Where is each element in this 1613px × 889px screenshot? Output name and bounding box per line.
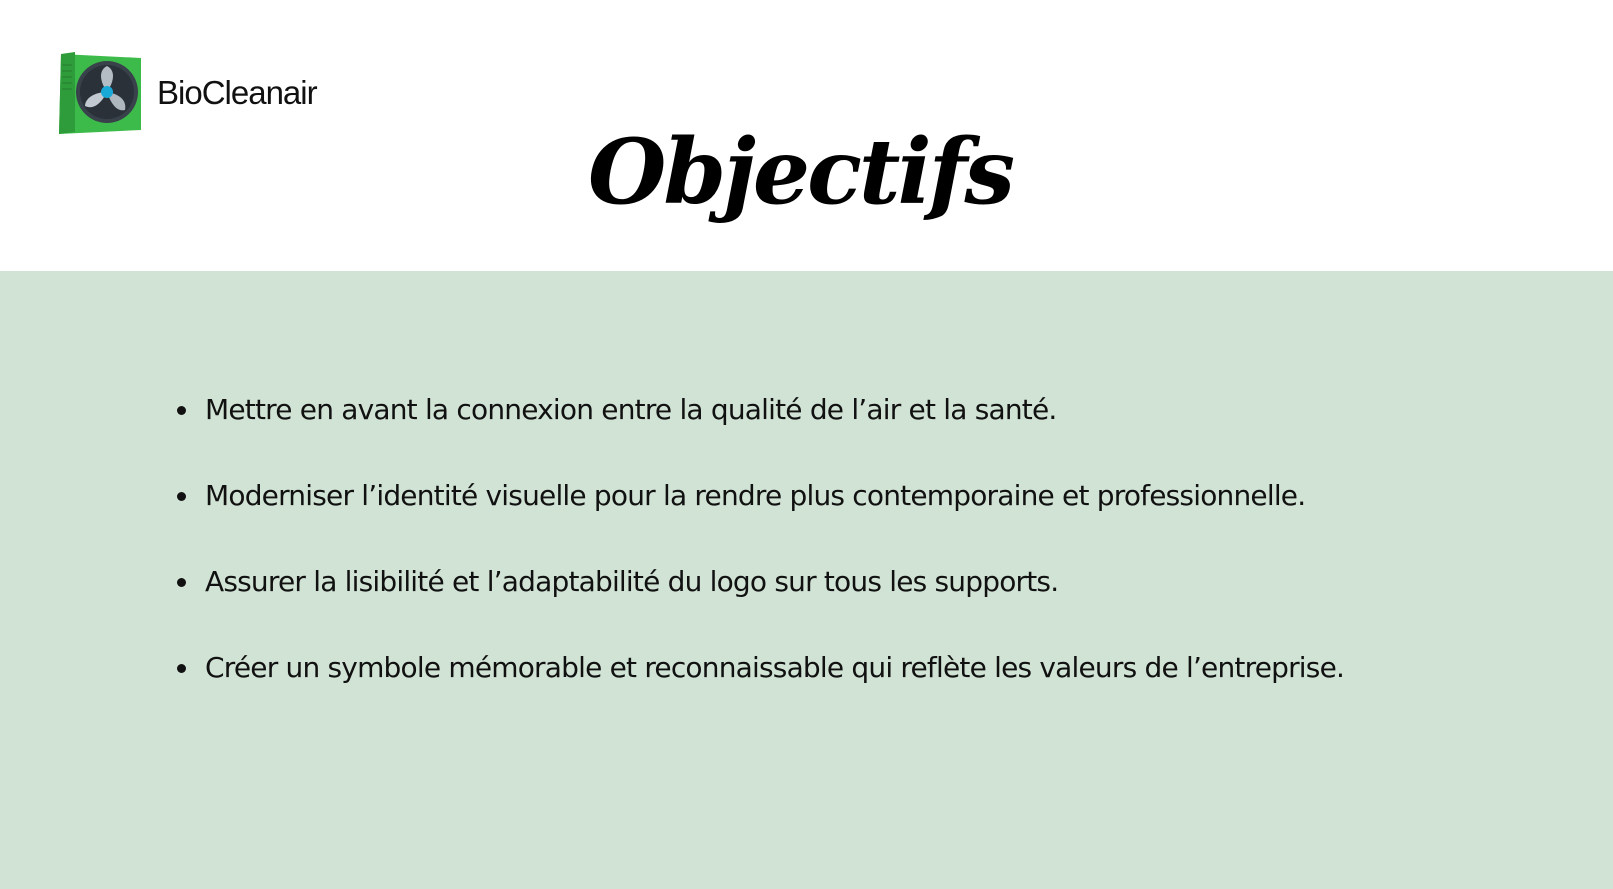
bullet-icon — [177, 664, 186, 673]
list-item — [175, 393, 1344, 479]
objective-text: Créer un symbole mémorable et reconnaissable qui reflète les valeurs de l’entreprise. — [205, 651, 1345, 684]
list-item — [175, 565, 1344, 651]
objectives-panel — [0, 271, 1613, 889]
bullet-icon — [177, 406, 186, 415]
list-item — [175, 479, 1344, 565]
slide-title: Objectifs — [587, 119, 1013, 225]
bullet-icon — [177, 578, 186, 587]
list-item — [175, 651, 1344, 737]
objective-text: Assurer la lisibilité et l’adaptabilité du logo sur tous les supports. — [205, 565, 1059, 598]
brand-name: BioCleanair — [157, 74, 317, 111]
slide-header — [0, 0, 1613, 271]
bullet-icon — [177, 492, 186, 501]
objectives-list — [175, 393, 1344, 737]
objective-text: Moderniser l’identité visuelle pour la rendre plus contemporaine et professionnelle. — [205, 479, 1306, 512]
objective-text: Mettre en avant la connexion entre la qualité de l’air et la santé. — [205, 393, 1057, 426]
